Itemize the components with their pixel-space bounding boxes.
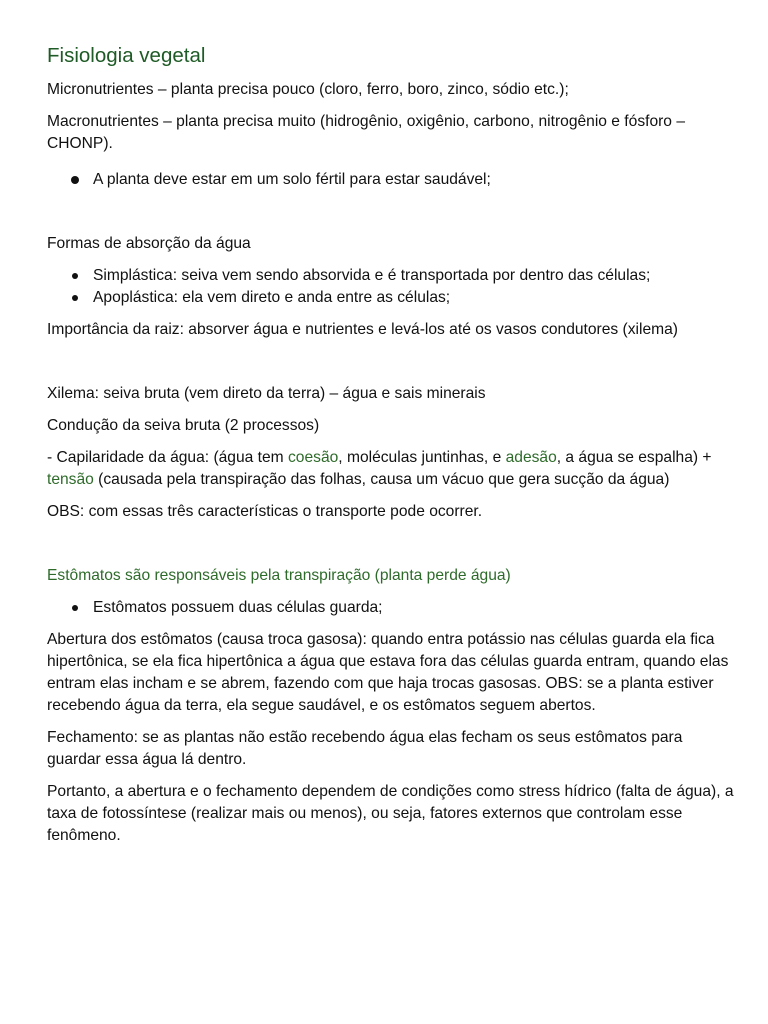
- capilaridade-text-3: , a água se espalha) +: [556, 449, 712, 466]
- term-coesao: coesão: [288, 449, 339, 466]
- heading-estomatos: Estômatos são responsáveis pela transpiração (planta perde água): [47, 567, 511, 584]
- paragraph-capilaridade: [47, 447, 737, 491]
- paragraph-portanto: Portanto, a abertura e o fechamento dependem de condições como stress hídrico (falta de água), a taxa de fotossíntese (realizar mais ou menos), ou seja, fatores externos que controlam esse fenômeno.: [47, 783, 734, 844]
- paragraph-fechamento: Fechamento: se as plantas não estão recebendo água elas fecham os seus estômatos para guardar essa água lá dentro.: [47, 729, 683, 768]
- paragraph-macronutrientes: Macronutrientes – planta precisa muito (hidrogênio, oxigênio, carbono, nitrogênio e fósforo – CHONP).: [47, 113, 685, 152]
- list-item-text: Simplástica: seiva vem sendo absorvida e é transportada por dentro das células;: [93, 267, 651, 284]
- blank-line: [47, 351, 737, 373]
- page-title: Fisiologia vegetal: [47, 44, 206, 67]
- list-item-text: A planta deve estar em um solo fértil para estar saudável;: [93, 171, 491, 188]
- paragraph-obs: OBS: com essas três características o transporte pode ocorrer.: [47, 503, 483, 520]
- list-item: [47, 265, 737, 287]
- list-item: [47, 287, 737, 309]
- blank-line: [47, 533, 737, 555]
- blank-line: [47, 201, 737, 223]
- bullet-list-absorcao: [47, 265, 737, 309]
- paragraph-formas-absorcao: Formas de absorção da água: [47, 235, 251, 252]
- capilaridade-text-2: , moléculas juntinhas, e: [338, 449, 506, 466]
- list-item-text: Apoplástica: ela vem direto e anda entre as células;: [93, 289, 451, 306]
- bullet-icon: [72, 605, 78, 611]
- paragraph-conducao: Condução da seiva bruta (2 processos): [47, 417, 320, 434]
- term-tensao: tensão: [47, 471, 94, 488]
- term-adesao: adesão: [505, 449, 557, 466]
- paragraph-abertura: Abertura dos estômatos (causa troca gasosa): quando entra potássio nas células guarda ela fica hipertônica, se ela fica hipertônica a água que estava fora das células guarda entram, quando elas entram elas incham e se abrem, fazendo com que haja trocas gasosas. OBS: se a planta estiver recebendo água da terra, ela segue saudável, e os estômatos seguem abertos.: [47, 631, 729, 714]
- bullet-icon: [71, 176, 79, 184]
- list-item: [47, 169, 737, 191]
- paragraph-xilema: Xilema: seiva bruta (vem direto da terra) – água e sais minerais: [47, 385, 486, 402]
- document-page: [47, 42, 737, 857]
- bullet-list-solo: [47, 169, 737, 191]
- capilaridade-text-4: (causada pela transpiração das folhas, causa um vácuo que gera sucção da água): [93, 471, 670, 488]
- bullet-icon: [72, 295, 78, 301]
- list-item: [47, 597, 737, 619]
- paragraph-importancia-raiz: Importância da raiz: absorver água e nutrientes e levá-los até os vasos condutores (xilema): [47, 321, 678, 338]
- bullet-icon: [72, 273, 78, 279]
- capilaridade-text-1: - Capilaridade da água: (água tem: [47, 449, 288, 466]
- bullet-list-estomatos: [47, 597, 737, 619]
- list-item-text: Estômatos possuem duas células guarda;: [93, 599, 383, 616]
- paragraph-micronutrientes: Micronutrientes – planta precisa pouco (cloro, ferro, boro, zinco, sódio etc.);: [47, 81, 569, 98]
